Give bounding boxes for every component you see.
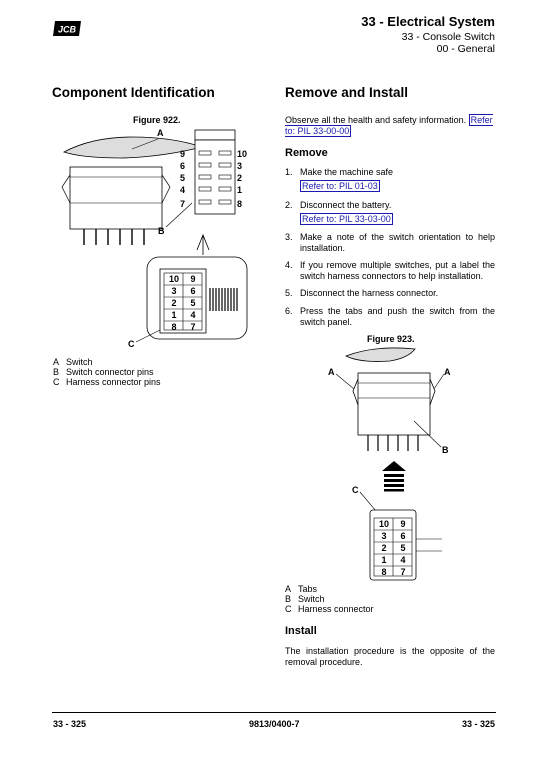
svg-text:7: 7 <box>180 199 186 209</box>
svg-text:1: 1 <box>381 555 387 565</box>
svg-text:6: 6 <box>400 531 406 541</box>
page-number-left: 33 - 325 <box>53 719 87 729</box>
figure-923-caption: Figure 923. <box>367 334 415 344</box>
svg-text:2: 2 <box>171 298 177 308</box>
page-number-right: 33 - 325 <box>461 719 495 729</box>
section-title: 33 - Electrical System <box>361 14 495 29</box>
step-item: 6. Press the tabs and push the switch from the switch panel. <box>285 306 495 327</box>
legend-item: C Harness connector <box>285 604 374 614</box>
install-heading: Install <box>285 625 317 637</box>
jcb-logo <box>52 20 82 37</box>
svg-text:2: 2 <box>237 173 243 183</box>
svg-text:9: 9 <box>180 149 186 159</box>
svg-text:1: 1 <box>171 310 177 320</box>
svg-text:3: 3 <box>237 161 243 171</box>
svg-text:6: 6 <box>190 286 196 296</box>
svg-text:9: 9 <box>190 274 196 284</box>
svg-text:A: A <box>444 367 451 377</box>
svg-text:4: 4 <box>190 310 196 320</box>
svg-text:B: B <box>158 226 165 236</box>
svg-text:10: 10 <box>168 274 180 284</box>
legend-item: B Switch connector pins <box>53 367 154 377</box>
svg-text:7: 7 <box>400 567 406 577</box>
svg-text:5: 5 <box>400 543 406 553</box>
figure-923-removal-diagram <box>320 343 460 583</box>
step-item: 2. Disconnect the battery. Refer to: PIL 33-03-00 <box>285 200 392 224</box>
step-item: 4. If you remove multiple switches, put a label the switch harness connectors to help installation. <box>285 260 495 281</box>
svg-text:1: 1 <box>237 185 243 195</box>
figure-922-switch-diagram <box>52 125 252 355</box>
figure-922-legend <box>53 357 161 387</box>
step-2-link[interactable]: Refer to: PIL 33-03-00 <box>302 214 391 224</box>
svg-text:3: 3 <box>171 286 177 296</box>
svg-text:5: 5 <box>180 173 186 183</box>
footer-rule <box>52 712 496 713</box>
svg-text:9: 9 <box>400 519 406 529</box>
component-identification-heading: Component Identification <box>52 85 215 100</box>
svg-text:4: 4 <box>180 185 186 195</box>
svg-text:10: 10 <box>378 519 390 529</box>
legend-item: A Switch <box>53 357 93 367</box>
svg-text:5: 5 <box>190 298 196 308</box>
svg-text:3: 3 <box>381 531 387 541</box>
step-item: 1. Make the machine safe Refer to: PIL 01-03 <box>285 167 394 191</box>
svg-text:C: C <box>352 485 359 495</box>
svg-text:B: B <box>442 445 449 455</box>
svg-text:A: A <box>328 367 335 377</box>
subsection-title: 33 - Console Switch <box>401 31 495 43</box>
svg-text:JCB: JCB <box>57 24 77 35</box>
intro-paragraph: Observe all the health and safety information. Refer to: PIL 33-00-00 <box>285 115 493 136</box>
legend-item: B Switch <box>285 594 325 604</box>
remove-heading: Remove <box>285 147 328 159</box>
svg-text:10: 10 <box>237 149 248 159</box>
legend-item: A Tabs <box>285 584 318 594</box>
document-number: 9813/0400-7 <box>249 719 300 729</box>
step-1-link[interactable]: Refer to: PIL 01-03 <box>302 181 378 191</box>
svg-text:8: 8 <box>237 199 243 209</box>
intro-link[interactable]: Refer to: PIL 33-00-00 <box>285 115 493 136</box>
svg-text:8: 8 <box>171 322 177 332</box>
svg-text:C: C <box>128 339 135 349</box>
svg-text:2: 2 <box>381 543 387 553</box>
svg-text:4: 4 <box>400 555 406 565</box>
svg-text:7: 7 <box>190 322 196 332</box>
subsubsection-title: 00 - General <box>436 43 495 55</box>
legend-item: C Harness connector pins <box>53 377 161 387</box>
figure-922-caption: Figure 922. <box>133 115 181 125</box>
figure-923-legend <box>285 584 374 614</box>
step-item: 3. Make a note of the switch orientation to help installation. <box>285 232 495 253</box>
step-item: 5. Disconnect the harness connector. <box>285 288 439 298</box>
svg-text:6: 6 <box>180 161 186 171</box>
install-paragraph: The installation procedure is the opposite of the removal procedure. <box>285 646 495 667</box>
svg-text:A: A <box>157 128 164 138</box>
svg-text:8: 8 <box>381 567 387 577</box>
remove-and-install-heading: Remove and Install <box>285 85 409 100</box>
